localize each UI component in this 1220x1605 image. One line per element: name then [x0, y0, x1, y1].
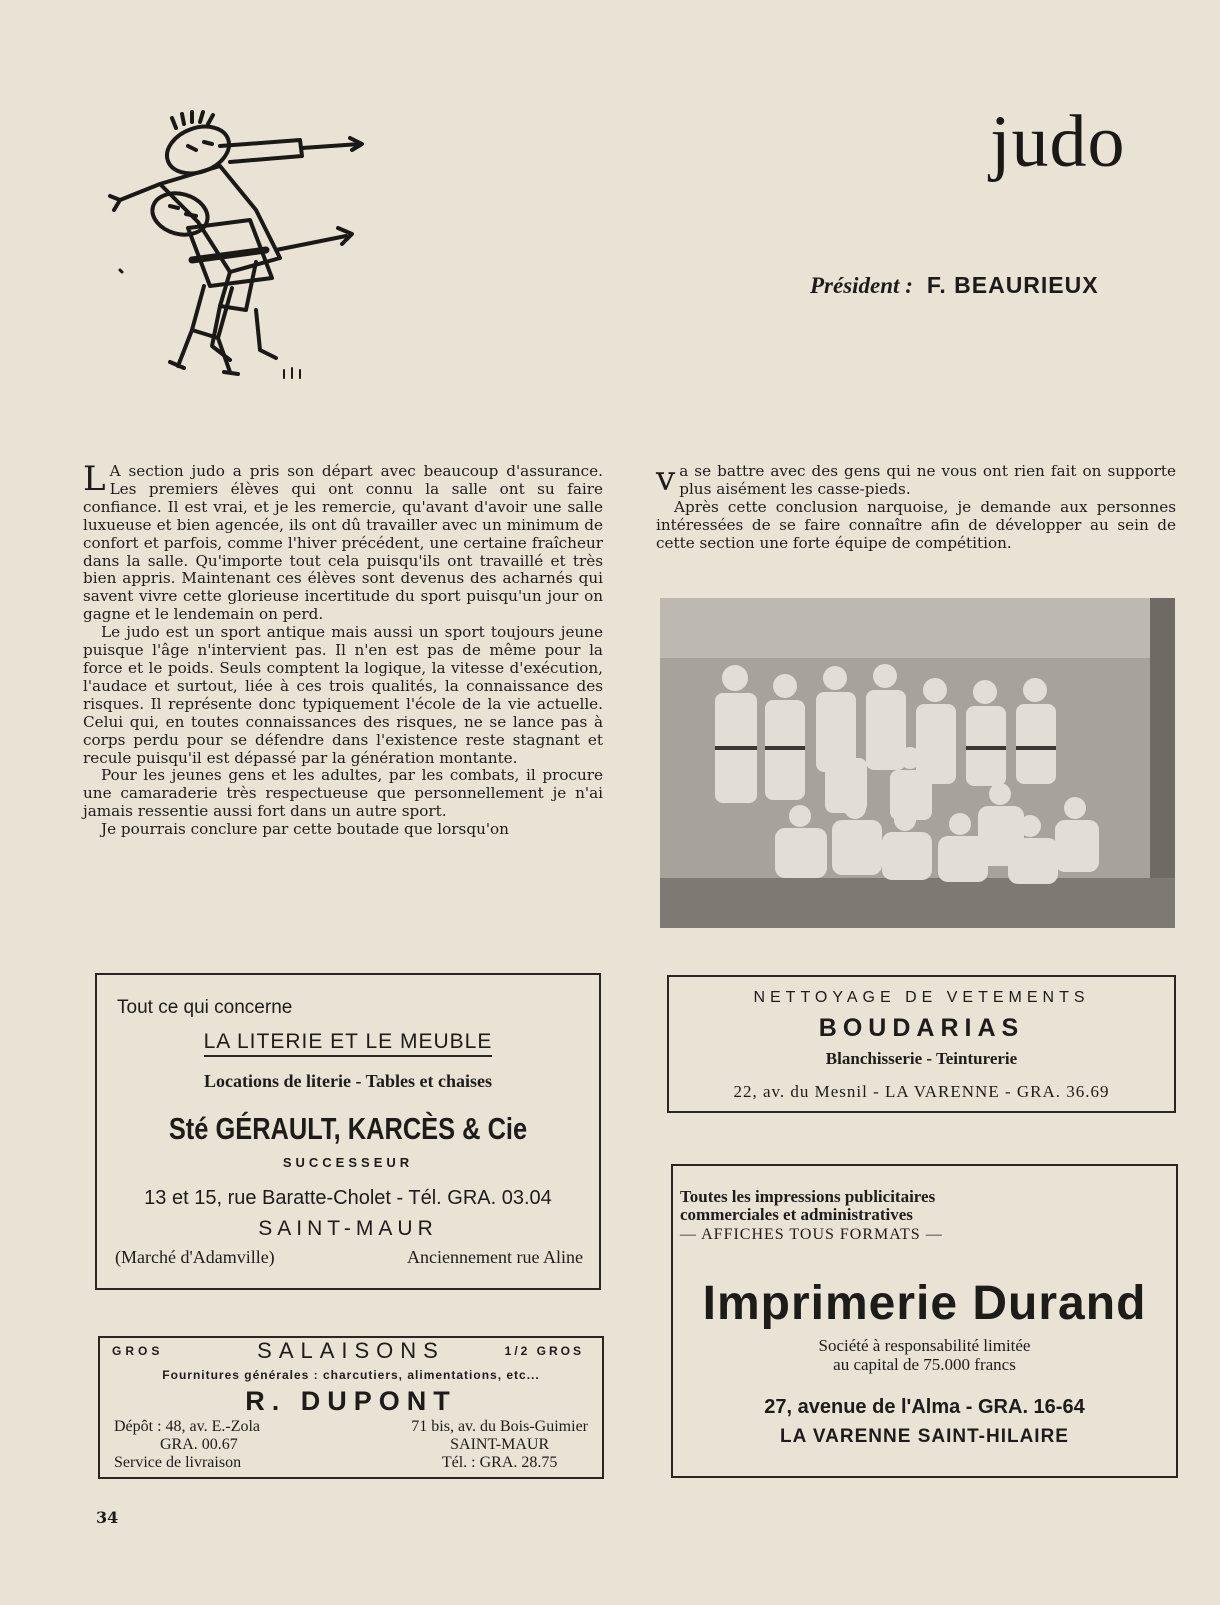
- article-paragraph: va se battre avec des gens qui ne vous ont rien fait on supporte plus aisément les casse-pieds.: [656, 459, 1176, 499]
- page-number: 34: [96, 1508, 119, 1527]
- ad-imprimerie-durand: [671, 1164, 1178, 1478]
- ad-durand-intro: [680, 1188, 935, 1224]
- president-line: [810, 272, 1099, 299]
- ad-boudarias-services: Blanchisserie - Teinturerie: [825, 1049, 1018, 1068]
- ad-salaisons-depot: [114, 1418, 260, 1472]
- judo-cartoon-illustration: [80, 110, 420, 400]
- ad-literie-address: 13 et 15, rue Baratte-Cholet - Tél. GRA. 03.04: [144, 1187, 552, 1209]
- article-paragraph: Pour les jeunes gens et les adultes, par les combats, il procure une camaraderie très respectueuse que personnellement je n'ai jamais ressentie aussi fort dans un autre sport.: [83, 766, 603, 821]
- ad-salaisons-depot-line2: GRA. 00.67: [160, 1436, 238, 1453]
- ad-salaisons-demi-gros: 1/2 GROS: [504, 1344, 584, 1358]
- ad-salaisons-title: SALAISONS: [257, 1338, 445, 1363]
- article-right-column: [656, 459, 1176, 553]
- ad-salaisons-depot-line1: Dépôt : 48, av. E.-Zola: [114, 1418, 261, 1435]
- ad-durand-intro-line2: commerciales et administratives: [680, 1205, 913, 1224]
- ad-literie-heading: [97, 1030, 599, 1054]
- ad-literie: [95, 973, 601, 1290]
- ad-durand-legal: [673, 1336, 1176, 1374]
- ad-boudarias: [667, 975, 1176, 1113]
- ad-durand-name: Imprimerie Durand: [702, 1277, 1147, 1330]
- ad-durand-intro-line1: Toutes les impressions publicitaires: [680, 1187, 936, 1206]
- article-paragraph: Le judo est un sport antique mais aussi un sport toujours jeune puisque l'âge n'intervient pas. Il n'en est pas de même pour la force et le poids. Seuls comptent la logique, la vitesse d'exécution, l'audace et surtout, liée à ces trois qualités, la connaissance des risques. Il représente donc typiquement l'école de la vie actuelle. Celui qui, en toutes connaissances des risques, ne se lance pas à corps perdu pour se défendre dans l'existence reste stagnant et recule puisqu'il est dépassé par la génération montante.: [83, 623, 603, 767]
- ad-durand-legal1: Société à responsabilité limitée: [818, 1336, 1031, 1355]
- article-paragraph: Après cette conclusion narquoise, je demande aux personnes intéressées de se faire connaître afin de développer au sein de cette section une forte équipe de compétition.: [656, 497, 1176, 552]
- ad-salaisons-subtitle: Fournitures générales : charcutiers, alimentations, etc...: [162, 1368, 540, 1382]
- article-left-column: [83, 459, 603, 839]
- ad-durand-address: 27, avenue de l'Alma - GRA. 16-64: [764, 1396, 1085, 1418]
- ad-salaisons-gros: GROS: [112, 1344, 164, 1358]
- ad-durand-legal2: au capital de 75.000 francs: [833, 1355, 1016, 1374]
- ad-salaisons-shop-line2: SAINT-MAUR: [450, 1436, 550, 1453]
- ad-literie-successeur: SUCCESSEUR: [282, 1155, 414, 1170]
- president-label: Président :: [810, 273, 913, 298]
- ad-boudarias-address: 22, av. du Mesnil - LA VARENNE - GRA. 36.69: [733, 1082, 1110, 1101]
- ad-literie-note-right: Anciennement rue Aline: [407, 1247, 583, 1267]
- ad-salaisons-shop: [411, 1418, 588, 1472]
- ad-literie-intro: Tout ce qui concerne: [117, 997, 293, 1018]
- ad-salaisons: [98, 1336, 604, 1479]
- ad-durand-formats: — AFFICHES TOUS FORMATS —: [680, 1226, 943, 1243]
- ad-literie-services: Locations de literie - Tables et chaises: [204, 1071, 492, 1091]
- ad-durand-city: LA VARENNE SAINT-HILAIRE: [780, 1426, 1069, 1447]
- ad-literie-note-left: (Marché d'Adamville): [115, 1247, 275, 1267]
- ad-boudarias-heading: NETTOYAGE DE VETEMENTS: [753, 989, 1090, 1006]
- ad-literie-heading-text: LA LITERIE ET LE MEUBLE: [204, 1030, 493, 1057]
- section-title: judo: [990, 101, 1126, 183]
- article-paragraph: Je pourrais conclure par cette boutade que lorsqu'on: [101, 820, 509, 839]
- ad-salaisons-shop-line3: Tél. : GRA. 28.75: [441, 1454, 558, 1471]
- team-group-photo: [660, 598, 1175, 928]
- ad-salaisons-depot-line3: Service de livraison: [114, 1454, 242, 1471]
- ad-literie-city: SAINT-MAUR: [258, 1217, 438, 1240]
- article-paragraph: LA section judo a pris son départ avec beaucoup d'assurance. Les premiers élèves qui ont connu la salle ont su faire confiance. Il est vrai, et je les remercie, qu'avant d'avoir une salle luxueuse et bien agencée, ils ont dû travailler avec un minimum de confort et parfois, comme l'hiver précédent, une certaine fraîcheur dans la salle. Qu'importe tout cela puisqu'ils ont travaillé et très bien appris. Maintenant ces élèves sont devenus des acharnés qui savent vivre cette glorieuse incertitude du sport puisqu'un jour on gagne et le lendemain on perd.: [83, 459, 603, 624]
- ad-salaisons-name: R. DUPONT: [245, 1386, 457, 1416]
- ad-boudarias-name: BOUDARIAS: [818, 1014, 1025, 1042]
- president-name: F. BEAURIEUX: [926, 272, 1099, 298]
- ad-literie-company: Sté GÉRAULT, KARCÈS & Cie: [168, 1111, 528, 1146]
- ad-salaisons-shop-line1: 71 bis, av. du Bois-Guimier: [411, 1418, 588, 1435]
